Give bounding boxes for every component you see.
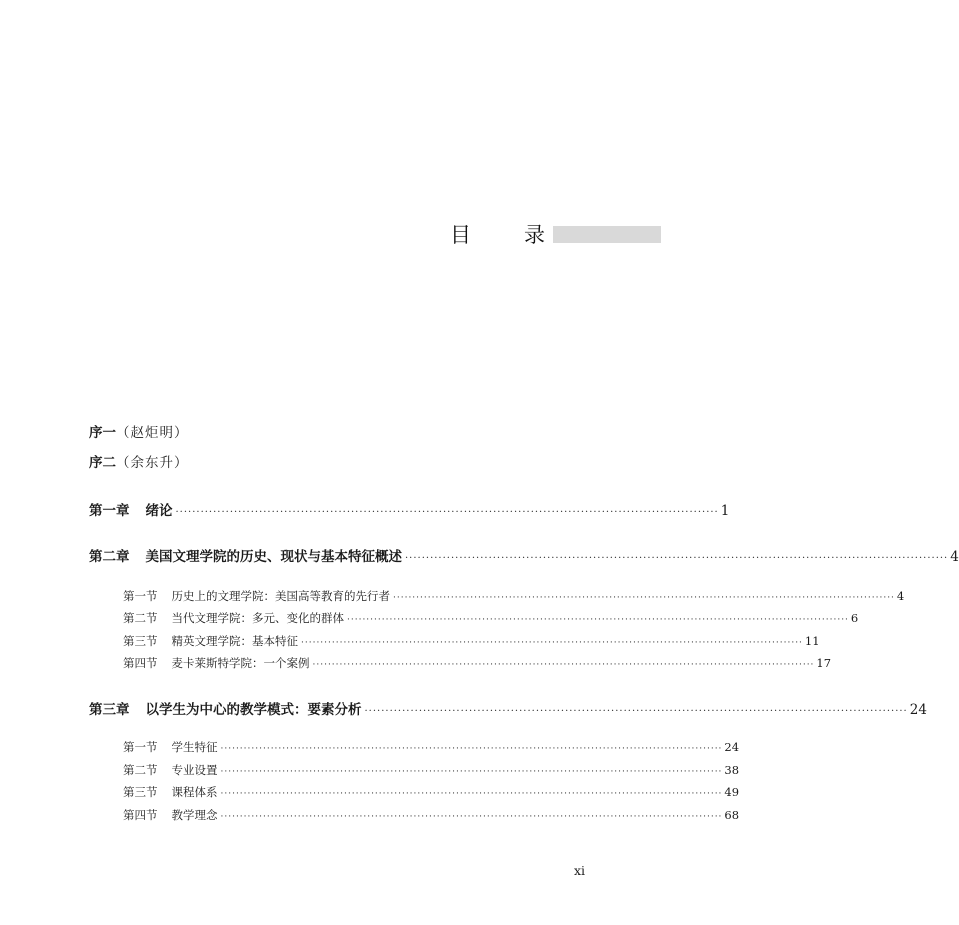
section-label: 第三节 — [123, 785, 158, 799]
section-title: 当代文理学院：多元、变化的群体 — [171, 611, 344, 625]
toc-chapter-1[interactable] — [89, 502, 730, 522]
chapter-label: 第二章 — [89, 549, 130, 565]
toc-chapter-2[interactable] — [89, 548, 959, 568]
section-label: 第二节 — [123, 763, 158, 777]
section-label: 第四节 — [123, 656, 158, 670]
section-title: 历史上的文理学院：美国高等教育的先行者 — [171, 589, 390, 603]
toc-section[interactable] — [123, 763, 740, 780]
section-label: 第二节 — [123, 611, 158, 625]
dot-leader: ·································································································································· — [175, 507, 719, 518]
dot-leader: ·································································································································· — [405, 553, 949, 564]
toc-section[interactable] — [123, 808, 740, 825]
dot-leader: ·································································································································· — [301, 638, 803, 648]
section-page: 24 — [724, 740, 740, 754]
title-decor-bar — [553, 226, 661, 243]
section-page: 11 — [804, 634, 820, 648]
toc-section[interactable] — [123, 656, 832, 673]
preface-label: 序二 — [89, 455, 116, 471]
chapter-label: 第一章 — [89, 503, 130, 519]
section-label: 第一节 — [123, 589, 158, 603]
dot-leader: ·································································································································· — [312, 660, 815, 670]
page-number: xi — [574, 863, 586, 878]
section-page: 17 — [816, 656, 832, 670]
toc-title-char-2: 录 — [524, 223, 545, 247]
section-title: 教学理念 — [171, 808, 218, 822]
preface-1[interactable] — [89, 424, 189, 442]
chapter-label: 第三章 — [89, 702, 130, 718]
preface-author: （赵炬明） — [116, 425, 189, 441]
chapter-page: 4 — [950, 549, 959, 565]
section-title: 学生特征 — [171, 740, 218, 754]
toc-section[interactable] — [123, 740, 740, 757]
chapter-title: 以学生为中心的教学模式：要素分析 — [145, 702, 362, 718]
dot-leader: ·································································································································· — [220, 789, 723, 799]
section-title: 专业设置 — [171, 763, 218, 777]
chapter-page: 1 — [720, 503, 730, 519]
dot-leader: ·································································································································· — [220, 767, 723, 777]
toc-section[interactable] — [123, 611, 859, 628]
section-label: 第三节 — [123, 634, 158, 648]
section-page: 6 — [850, 611, 859, 625]
preface-label: 序一 — [89, 425, 116, 441]
dot-leader: ·································································································································· — [364, 706, 908, 717]
preface-2[interactable] — [89, 454, 189, 472]
section-title: 课程体系 — [171, 785, 218, 799]
toc-section[interactable] — [123, 589, 905, 606]
preface-author: （余东升） — [116, 455, 189, 471]
section-page: 68 — [724, 808, 740, 822]
chapter-title: 绪论 — [145, 503, 173, 519]
chapter-page: 24 — [909, 702, 927, 718]
section-title: 精英文理学院：基本特征 — [171, 634, 298, 648]
toc-section[interactable] — [123, 785, 740, 802]
toc-section[interactable] — [123, 634, 820, 651]
section-label: 第一节 — [123, 740, 158, 754]
dot-leader: ·································································································································· — [220, 744, 723, 754]
section-page: 4 — [896, 589, 905, 603]
toc-title-char-1: 目 — [450, 223, 471, 247]
toc-chapter-3[interactable] — [89, 701, 927, 721]
dot-leader: ·································································································································· — [347, 615, 849, 625]
section-label: 第四节 — [123, 808, 158, 822]
chapter-title: 美国文理学院的历史、现状与基本特征概述 — [145, 549, 402, 565]
section-title: 麦卡莱斯特学院：一个案例 — [171, 656, 310, 670]
section-page: 38 — [724, 763, 740, 777]
section-page: 49 — [724, 785, 740, 799]
toc-title — [0, 222, 661, 250]
dot-leader: ·································································································································· — [220, 812, 723, 822]
dot-leader: ·································································································································· — [393, 593, 895, 603]
